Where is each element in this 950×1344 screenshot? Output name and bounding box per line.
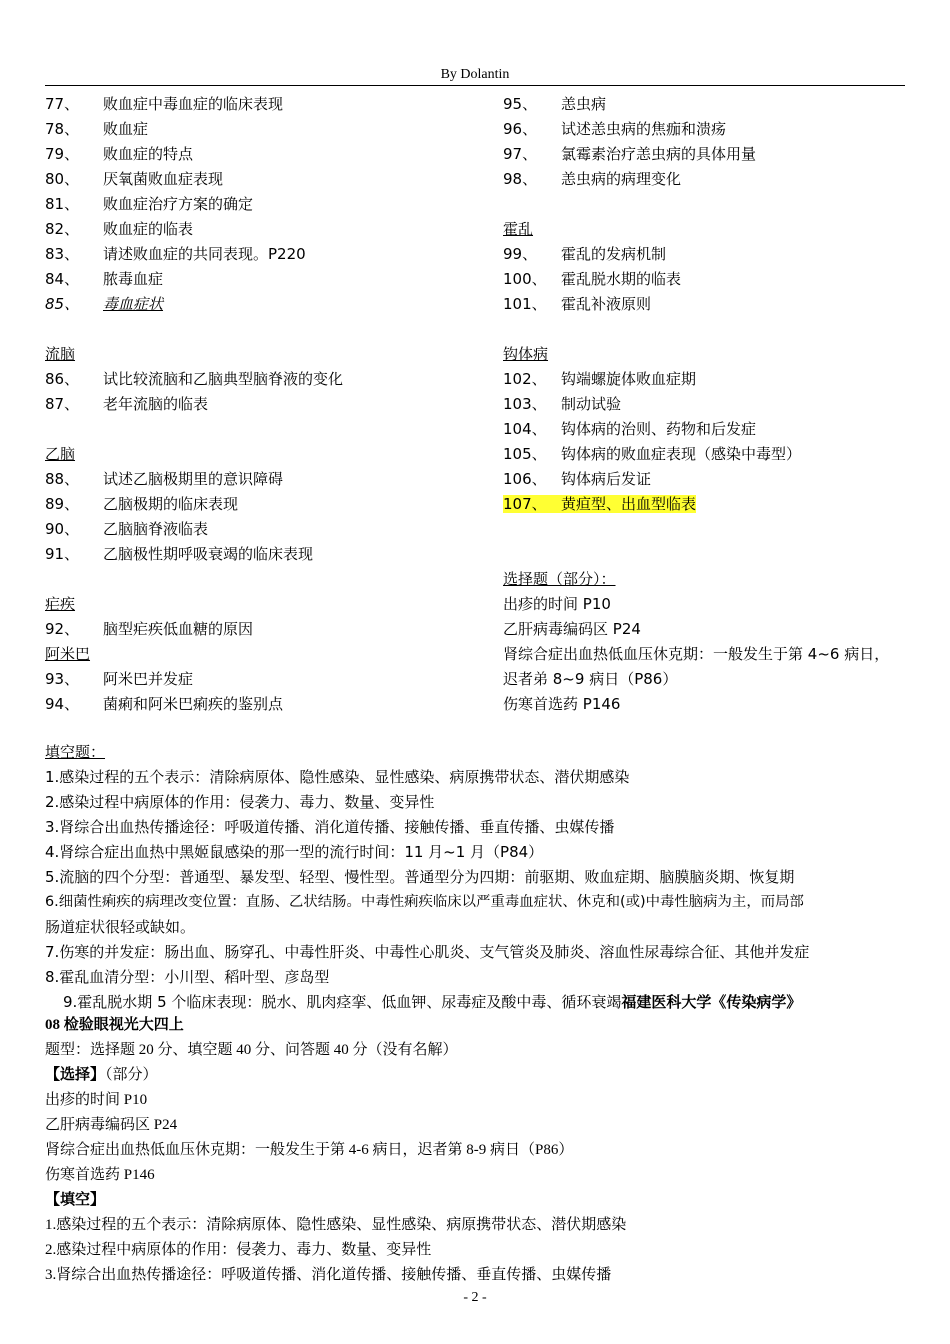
page-header: By Dolantin xyxy=(440,67,510,82)
fill-line: 2.感染过程中病原体的作用：侵袭力、毒力、数量、变异性 xyxy=(45,793,435,811)
list-item: 89、 乙脑极期的临床表现 xyxy=(45,495,239,513)
list-item: 乙肝病毒编码区 P24 xyxy=(503,620,641,638)
exam-format: 题型：选择题 20 分、填空题 40 分、问答题 40 分（没有名解） xyxy=(45,1042,458,1058)
exam-section xyxy=(45,1013,915,1288)
list-item: 95、 恙虫病 xyxy=(503,95,607,113)
section-title: 08 检验眼视光大四上 xyxy=(45,1017,184,1033)
fill-item: 3.肾综合出血热传播途径：呼吸道传播、消化道传播、接触传播、垂直传播、虫媒传播 xyxy=(45,1267,612,1283)
list-item: 102、 钩端螺旋体败血症期 xyxy=(503,370,697,388)
choice-item: 伤寒首选药 P146 xyxy=(45,1167,155,1183)
fill-item: 1.感染过程的五个表示：清除病原体、隐性感染、显性感染、病原携带状态、潜伏期感染 xyxy=(45,1217,627,1233)
left-column xyxy=(45,92,485,717)
source-title: 福建医科大学《传染病学》 xyxy=(621,993,802,1011)
list-item: 82、 败血症的临表 xyxy=(45,220,194,238)
fill-item: 2.感染过程中病原体的作用：侵袭力、毒力、数量、变异性 xyxy=(45,1242,432,1258)
highlighted-item: 107、 黄疸型、出血型临表 xyxy=(503,495,697,513)
choice-heading: 【选择】（部分） xyxy=(45,1067,158,1083)
list-item: 106、 钩体病后发证 xyxy=(503,470,652,488)
fill-section xyxy=(45,740,915,1015)
list-item: 100、 霍乱脱水期的临表 xyxy=(503,270,682,288)
section-heading: 钩体病 xyxy=(503,345,549,363)
fill-line: 1.感染过程的五个表示：清除病原体、隐性感染、显性感染、病原携带状态、潜伏期感染 xyxy=(45,768,630,786)
list-item: 84、 脓毒血症 xyxy=(45,270,164,288)
list-item: 96、 试述恙虫病的焦痂和溃疡 xyxy=(503,120,727,138)
choice-item: 乙肝病毒编码区 P24 xyxy=(45,1117,178,1133)
section-heading: 选择题（部分）： xyxy=(503,570,616,588)
header-rule xyxy=(45,85,905,86)
fill-line: 肠道症状很轻或缺如。 xyxy=(45,918,196,936)
fill-line: 8.霍乱血清分型：小川型、稻叶型、彦岛型 xyxy=(45,968,330,986)
section-heading: 霍乱 xyxy=(503,220,534,238)
blank-row xyxy=(45,567,485,592)
fill-line: 4.肾综合症出血热中黑姬鼠感染的那一型的流行时间：11 月~1 月（P84） xyxy=(45,843,544,861)
fill-line: 6.细菌性痢疾的病理改变位置：直肠、乙状结肠。中毒性痢疾临床以严重毒血症状、休克和(或)中毒性脑病为主，而局部 xyxy=(45,894,804,910)
blank-row xyxy=(45,417,485,442)
list-item: 79、 败血症的特点 xyxy=(45,145,194,163)
list-item: 105、 钩体病的败血症表现（感染中毒型） xyxy=(503,445,802,463)
list-item: 87、 老年流脑的临表 xyxy=(45,395,209,413)
fill-heading: 【填空】 xyxy=(45,1192,106,1208)
right-column xyxy=(503,92,923,717)
list-item: 98、 恙虫病的病理变化 xyxy=(503,170,682,188)
section-heading: 疟疾 xyxy=(45,595,76,613)
list-item: 99、 霍乱的发病机制 xyxy=(503,245,667,263)
fill-line: 9.霍乱脱水期 5 个临床表现：脱水、肌肉痉挛、低血钾、尿毒症及酸中毒、循环衰竭福建医科大学《传染病学》 xyxy=(63,993,802,1011)
list-item: 81、 败血症治疗方案的确定 xyxy=(45,195,254,213)
blank-row xyxy=(503,317,923,342)
list-item: 92、 脑型疟疾低血糖的原因 xyxy=(45,620,254,638)
list-item: 肾综合症出血热低血压休克期：一般发生于第 4~6 病日， xyxy=(503,645,890,663)
blank-row xyxy=(503,517,923,542)
fill-line: 7.伤寒的并发症：肠出血、肠穿孔、中毒性肝炎、中毒性心肌炎、支气管炎及肺炎、溶血性尿毒综合征、其他并发症 xyxy=(45,943,810,961)
section-heading: 乙脑 xyxy=(45,445,76,463)
list-item: 77、 败血症中毒血症的临床表现 xyxy=(45,95,284,113)
section-title: 填空题： xyxy=(45,743,106,761)
list-item: 104、 钩体病的治则、药物和后发症 xyxy=(503,420,757,438)
blank-row xyxy=(503,192,923,217)
list-item: 80、 厌氧菌败血症表现 xyxy=(45,170,224,188)
fill-line: 5.流脑的四个分型：普通型、暴发型、轻型、慢性型。普通型分为四期：前驱期、败血症期、脑膜脑炎期、恢复期 xyxy=(45,868,795,886)
choice-item: 肾综合症出血热低血压休克期：一般发生于第 4-6 病日，迟者第 8-9 病日（P86） xyxy=(45,1142,574,1158)
list-item: 94、 菌痢和阿米巴痢疾的鉴别点 xyxy=(45,695,284,713)
choice-item: 出疹的时间 P10 xyxy=(45,1092,148,1108)
list-item: 83、 请述败血症的共同表现。P220 xyxy=(45,245,306,263)
list-item: 86、 试比较流脑和乙脑典型脑脊液的变化 xyxy=(45,370,344,388)
list-item: 103、 制动试验 xyxy=(503,395,622,413)
list-item: 88、 试述乙脑极期里的意识障碍 xyxy=(45,470,284,488)
list-item: 93、 阿米巴并发症 xyxy=(45,670,194,688)
blank-row xyxy=(503,542,923,567)
section-heading: 阿米巴 xyxy=(45,645,91,663)
list-item: 伤寒首选药 P146 xyxy=(503,695,621,713)
list-item: 78、 败血症 xyxy=(45,120,149,138)
list-item: 出疹的时间 P10 xyxy=(503,595,611,613)
list-item: 91、 乙脑极性期呼吸衰竭的临床表现 xyxy=(45,545,314,563)
list-item: 90、 乙脑脑脊液临表 xyxy=(45,520,209,538)
list-item: 迟者弟 8~9 病日（P86） xyxy=(503,670,678,688)
fill-line: 3.肾综合出血热传播途径：呼吸道传播、消化道传播、接触传播、垂直传播、虫媒传播 xyxy=(45,818,615,836)
blank-row xyxy=(45,317,485,342)
list-item: 101、 霍乱补液原则 xyxy=(503,295,652,313)
section-heading: 流脑 xyxy=(45,345,76,363)
list-item: 97、 氯霉素治疗恙虫病的具体用量 xyxy=(503,145,757,163)
page-number: - 2 - xyxy=(463,1290,487,1305)
list-item: 85、 毒血症状 xyxy=(45,295,164,313)
